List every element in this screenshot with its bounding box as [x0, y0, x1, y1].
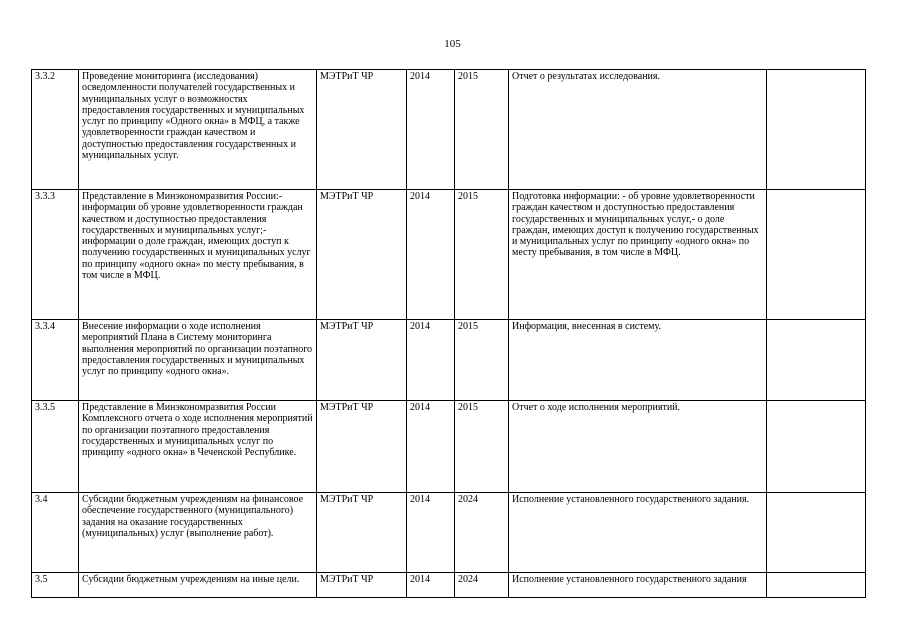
end-year: 2015: [455, 190, 509, 320]
end-year: 2015: [455, 401, 509, 493]
expected-result: Подготовка информации: - об уровне удовлетворенности граждан качеством и доступностью предоставления государственных и муниципальных услуг,- о доле граждан, имеющих доступ к получению государственных и муниципальных услуг по принципу «одного окна» по месту пребывания, в том числе в МФЦ.: [509, 190, 767, 320]
table-row: [32, 573, 866, 598]
table-row: [32, 190, 866, 320]
extra-cell: [767, 573, 866, 598]
measure-name: Представление в Минэкономразвития России Комплексного отчета о ходе исполнения мероприятий по организации поэтапного предоставления государственных и муниципальных услуг по принципу «одного окна» в Чеченской Республике.: [79, 401, 317, 493]
start-year: 2014: [407, 190, 455, 320]
start-year: 2014: [407, 573, 455, 598]
start-year: 2014: [407, 320, 455, 401]
expected-result: Исполнение установленного государственного задания.: [509, 493, 767, 573]
extra-cell: [767, 401, 866, 493]
row-number: 3.3.2: [32, 70, 79, 190]
end-year: 2015: [455, 70, 509, 190]
extra-cell: [767, 70, 866, 190]
measure-name: Субсидии бюджетным учреждениям на иные цели.: [79, 573, 317, 598]
row-number: 3.3.4: [32, 320, 79, 401]
start-year: 2014: [407, 401, 455, 493]
measure-name: Субсидии бюджетным учреждениям на финансовое обеспечение государственного (муниципального) задания на оказание государственных (муниципальных) услуг (выполнение работ).: [79, 493, 317, 573]
expected-result: Исполнение установленного государственного задания: [509, 573, 767, 598]
measure-name: Внесение информации о ходе исполнения мероприятий Плана в Систему мониторинга выполнения мероприятий по организации поэтапного предоставления государственных и муниципальных услуг по принципу «одного окна».: [79, 320, 317, 401]
end-year: 2015: [455, 320, 509, 401]
measures-table: [31, 69, 866, 598]
executor: МЭТРиТ ЧР: [317, 401, 407, 493]
page-number: 105: [444, 38, 461, 50]
expected-result: Отчет о результатах исследования.: [509, 70, 767, 190]
measure-name: Представление в Минэкономразвития России:- информации об уровне удовлетворенности граждан качеством и доступностью предоставления государственных и муниципальных услуг;- информации о доле граждан, имеющих доступ к получению государственных и муниципальных услуг по принципу «одного окна» по месту пребывания, в том числе в МФЦ.: [79, 190, 317, 320]
end-year: 2024: [455, 493, 509, 573]
table-row: [32, 493, 866, 573]
start-year: 2014: [407, 70, 455, 190]
row-number: 3.3.5: [32, 401, 79, 493]
row-number: 3.5: [32, 573, 79, 598]
executor: МЭТРиТ ЧР: [317, 70, 407, 190]
end-year: 2024: [455, 573, 509, 598]
executor: МЭТРиТ ЧР: [317, 190, 407, 320]
extra-cell: [767, 320, 866, 401]
measure-name: Проведение мониторинга (исследования) осведомленности получателей государственных и муниципальных услуг о возможностях предоставления государственных и муниципальных услуг по принципу «Одного окна» в МФЦ, а также удовлетворенности граждан качеством и доступностью предоставления государственных и муниципальных услуг.: [79, 70, 317, 190]
start-year: 2014: [407, 493, 455, 573]
extra-cell: [767, 493, 866, 573]
extra-cell: [767, 190, 866, 320]
executor: МЭТРиТ ЧР: [317, 573, 407, 598]
expected-result: Информация, внесенная в систему.: [509, 320, 767, 401]
table-row: [32, 70, 866, 190]
table-row: [32, 401, 866, 493]
executor: МЭТРиТ ЧР: [317, 493, 407, 573]
executor: МЭТРиТ ЧР: [317, 320, 407, 401]
row-number: 3.4: [32, 493, 79, 573]
table-row: [32, 320, 866, 401]
row-number: 3.3.3: [32, 190, 79, 320]
expected-result: Отчет о ходе исполнения мероприятий.: [509, 401, 767, 493]
